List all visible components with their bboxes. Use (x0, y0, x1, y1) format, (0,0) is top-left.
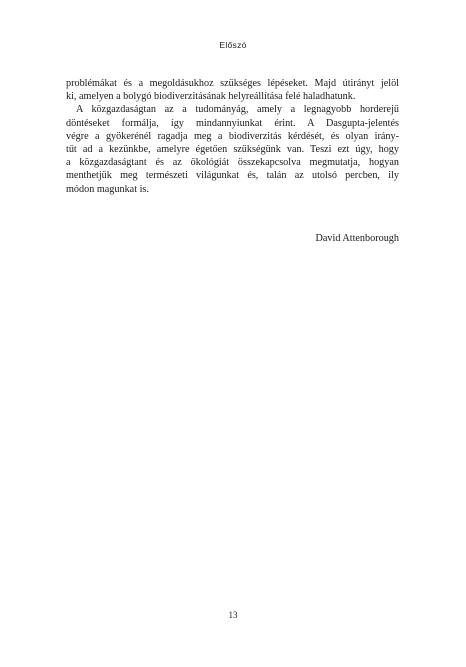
paragraph-line: menthetjük meg természeti világunkat és, talán az utolsó percben, ily (66, 170, 399, 182)
body-text (66, 77, 399, 196)
paragraph-line: ki, amelyen a bolygó biodiverzitásának helyreállítása felé haladhatunk. (66, 91, 356, 103)
paragraph-line: döntéseket formálja, így mindannyiunkat érint. A Dasgupta-jelentés (66, 117, 399, 129)
paragraph-line: A közgazdaságtan az a tudományág, amely a legnagyobb horderejű (76, 104, 399, 116)
paragraph-line: tűt ad a kezünkbe, amelyre égetően szükségünk van. Teszi ezt úgy, hogy (66, 143, 399, 155)
paragraph-1 (66, 77, 399, 103)
paragraph-line: módon magunkat is. (66, 183, 149, 195)
paragraph-2 (66, 103, 399, 195)
paragraph-line: problémákat és a megoldásukhoz szükséges lépéseket. Majd útirányt jelöl (66, 78, 399, 89)
author-signature: David Attenborough (315, 233, 399, 244)
page-number: 13 (228, 610, 238, 620)
paragraph-line: végre a gyökerénél ragadja meg a biodiverzitás kérdését, és olyan irány- (66, 130, 399, 142)
running-head: Előszó (219, 40, 247, 50)
paragraph-line: a közgazdaságtant és az ökológiát összekapcsolva megmutatja, hogyan (66, 157, 399, 169)
